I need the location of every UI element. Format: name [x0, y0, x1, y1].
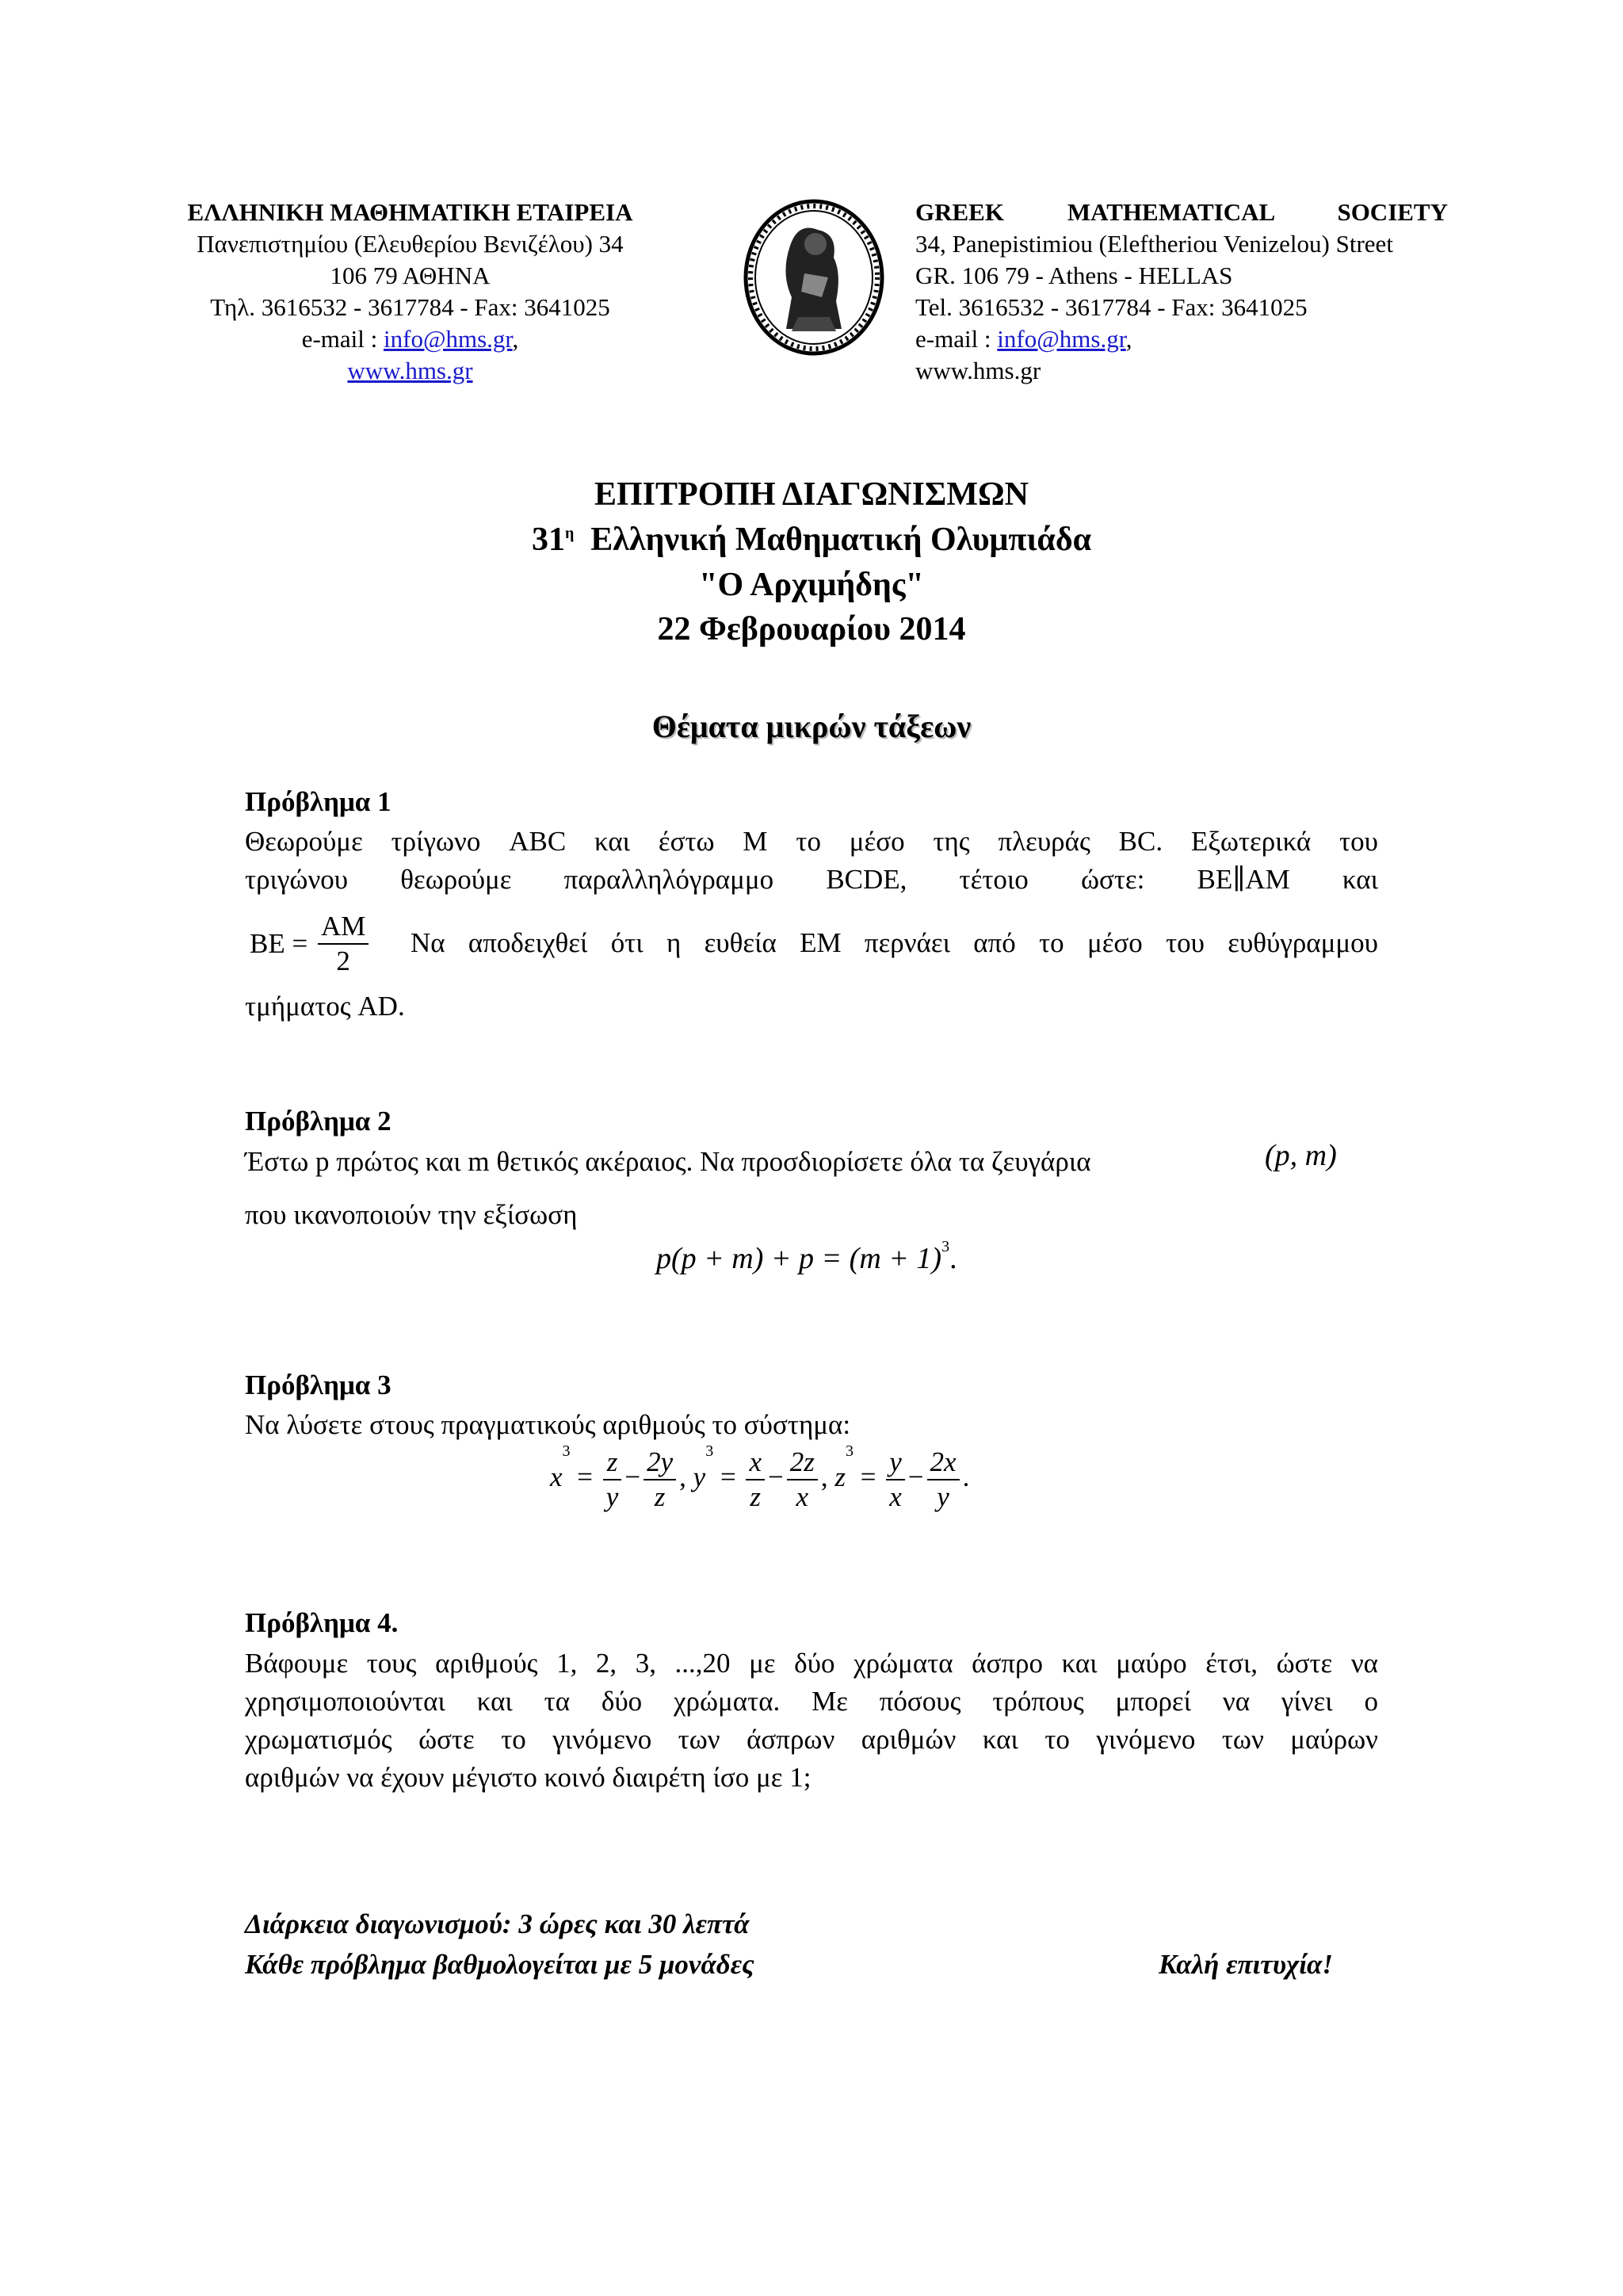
fraction: [643, 1446, 676, 1514]
problem-4-line-3: χρωματισμός ώστε το γινόμενο των άσπρων αριθμών και το γινόμενο των μαύρων: [245, 1724, 1378, 1755]
problem-4-line-1: Βάφουμε τους αριθμούς 1, 2, 3, ...,20 με δύο χρώματα άσπρο και μαύρο έτσι, ώστε να: [245, 1648, 1378, 1679]
system-eq-3: $z^3$ = $\frac{y}{x}$ − $\frac{2x}{y}$ .: [834, 1442, 970, 1512]
committee-title: ΕΠΙΤΡΟΠΗ ΔΙΑΓΩΝΙΣΜΩΝ: [594, 476, 1029, 513]
equation-exponent: 3: [941, 1238, 950, 1255]
exam-duration: Διάρκεια διαγωνισμού: 3 ώρες και 30 λεπτά: [245, 1908, 750, 1939]
equation-end: .: [949, 1242, 957, 1275]
numerator: x: [746, 1446, 765, 1480]
numerator: 2x: [927, 1446, 960, 1480]
fraction: [787, 1446, 818, 1514]
numerator: 2z: [787, 1446, 818, 1480]
good-luck-wish: Καλή επιτυχία!: [1159, 1949, 1333, 1980]
letterhead-right: [915, 197, 1502, 387]
fraction-numerator: AM: [318, 910, 369, 945]
grading-note: Κάθε πρόβλημα βαθμολογείται με 5 μονάδες: [245, 1949, 754, 1980]
olympiad-title: [0, 518, 1623, 561]
problem-4-line-4: αριθμών να έχουν μέγιστο κοινό διαιρέτη ίσο με 1;: [245, 1762, 812, 1793]
eq-lhs: x: [550, 1461, 563, 1493]
problem-4-body: [245, 1645, 1378, 1797]
email-line-greek: [119, 323, 701, 355]
email-label: e-mail :: [301, 325, 384, 353]
problem-3-heading: Πρόβλημα 3: [245, 1370, 391, 1400]
denominator: y: [605, 1481, 619, 1512]
problem-3-system: [550, 1442, 970, 1514]
org-name-english: GREEK MATHEMATICAL SOCIETY: [915, 198, 1448, 226]
fraction: [886, 1446, 905, 1514]
email-link[interactable]: info@hms.gr: [997, 325, 1126, 353]
system-eq-1: $x^3$ = $\frac{z}{y}$ − $\frac{2y}{z}$ ,: [550, 1442, 686, 1512]
problem-1-heading: Πρόβλημα 1: [245, 786, 391, 817]
phone-greek: Τηλ. 3616532 - 3617784 - Fax: 3641025: [210, 293, 610, 321]
fraction-denominator: 2: [336, 946, 350, 976]
society-seal-logo: [743, 198, 885, 357]
email-label: e-mail :: [915, 325, 998, 353]
numerator: z: [603, 1446, 622, 1480]
competition-name: "Ο Αρχιμήδης": [699, 567, 924, 603]
numerator: 2y: [643, 1446, 676, 1480]
denominator: z: [750, 1481, 762, 1512]
numerator: y: [886, 1446, 905, 1480]
fraction-am-over-2: [318, 910, 369, 978]
letterhead-left: [119, 197, 701, 387]
address-english: 34, Panepistimiou (Eleftheriou Venizelou) Street: [915, 230, 1393, 258]
problem-4-line-2: χρησιμοποιούνται και τα δύο χρώματα. Με πόσους τρόπους μπορεί να γίνει ο: [245, 1686, 1378, 1717]
problem-1-line-3-wrap: [411, 927, 1378, 959]
problem-1-line-4: τμήματος AD.: [245, 991, 405, 1022]
phone-english: Tel. 3616532 - 3617784 - Fax: 3641025: [915, 293, 1308, 321]
eq-lhs: y: [693, 1461, 706, 1493]
separator: ,: [820, 1461, 828, 1493]
system-eq-2: $y^3$ = $\frac{x}{z}$ − $\frac{2z}{x}$ ,: [693, 1442, 828, 1512]
problem-1-line-3: Να αποδειχθεί ότι η ευθεία EM περνάει από το μέσο του ευθύγραμμου: [411, 927, 1378, 958]
olympiad-superscript: η: [564, 525, 575, 542]
denominator: x: [796, 1481, 809, 1512]
olympiad-name: Ελληνική Μαθηματική Ολυμπιάδα: [590, 521, 1092, 558]
eq-lhs: z: [834, 1461, 846, 1493]
eq-exponent: 3: [845, 1442, 854, 1460]
separator: .: [962, 1461, 970, 1493]
denominator: y: [937, 1481, 949, 1512]
problem-1-body: [245, 823, 1378, 899]
email-link[interactable]: info@hms.gr: [384, 325, 513, 353]
problem-1-formula: [250, 910, 372, 978]
org-name-greek: ΕΛΛΗΝΙΚΗ ΜΑΘΗΜΑΤΙΚΗ ΕΤΑΙΡΕΙΑ: [187, 198, 633, 226]
equation-body: p(p + m) + p = (m + 1): [656, 1242, 942, 1275]
exam-subtitle: Θέματα μικρών τάξεων: [651, 709, 972, 744]
email-suffix: ,: [1125, 325, 1132, 353]
city-english: GR. 106 79 - Athens - HELLAS: [915, 262, 1233, 289]
denominator: x: [889, 1481, 902, 1512]
problem-1-line-1: Θεωρούμε τρίγωνο ABC και έστω M το μέσο της πλευράς BC. Εξωτερικά του: [245, 826, 1378, 857]
formula-lhs: BE =: [250, 928, 308, 959]
problem-4-heading: Πρόβλημα 4.: [245, 1607, 399, 1638]
eq-exponent: 3: [562, 1442, 571, 1460]
fraction: [746, 1446, 765, 1514]
problem-3-line-1: Να λύσετε στους πραγματικούς αριθμούς το σύστημα:: [245, 1409, 851, 1440]
fraction: [603, 1446, 622, 1514]
problem-2-pair: (p, m): [1265, 1139, 1337, 1172]
website-link[interactable]: www.hms.gr: [347, 357, 473, 384]
problem-2-heading: Πρόβλημα 2: [245, 1106, 391, 1137]
address-greek: Πανεπιστημίου (Ελευθερίου Βενιζέλου) 34: [197, 230, 624, 258]
website-text: www.hms.gr: [915, 357, 1041, 384]
problem-2-equation: [656, 1238, 957, 1276]
separator: ,: [679, 1461, 686, 1493]
problem-2-line-2: που ικανοποιούν την εξίσωση: [245, 1199, 578, 1230]
denominator: z: [654, 1481, 666, 1512]
email-suffix: ,: [512, 325, 519, 353]
olympiad-number: 31: [531, 521, 565, 558]
exam-date: 22 Φεβρουαρίου 2014: [657, 611, 966, 648]
fraction: [927, 1446, 960, 1514]
problem-2-line-1: Έστω p πρώτος και m θετικός ακέραιος. Να προσδιορίσετε όλα τα ζευγάρια: [245, 1146, 1091, 1177]
problem-1-line-2: τριγώνου θεωρούμε παραλληλόγραμμο BCDE, τέτοιο ώστε: BE∥AM και: [245, 864, 1378, 895]
email-line-english: [915, 323, 1502, 355]
eq-exponent: 3: [705, 1442, 714, 1460]
city-greek: 106 79 ΑΘΗΝΑ: [330, 262, 491, 289]
